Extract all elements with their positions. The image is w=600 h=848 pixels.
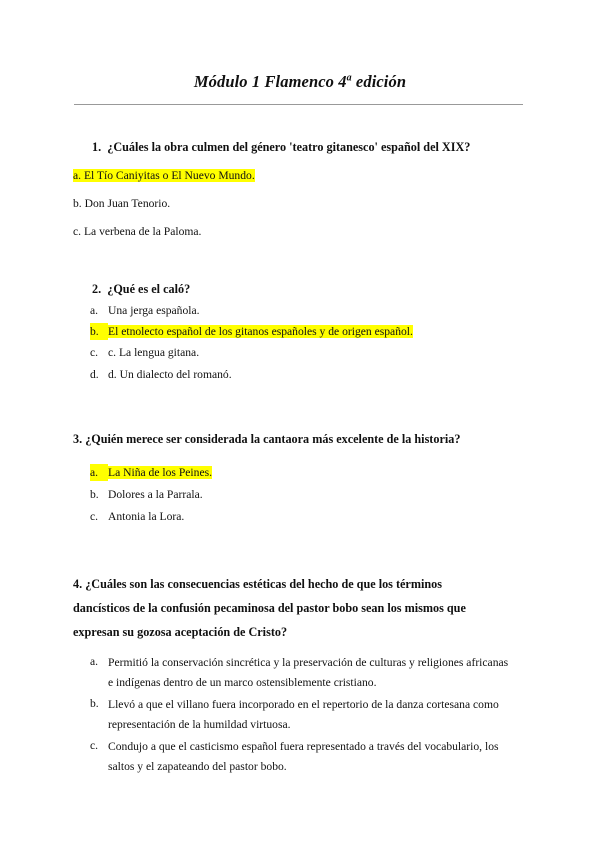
q1-option-b: b. Don Juan Tenorio. <box>73 197 171 210</box>
option-text: d. Un dialecto del romanó. <box>108 368 232 381</box>
q3-option-b <box>90 486 203 503</box>
question-line: dancísticos de la confusión pecaminosa del pastor bobo sean los mismos que <box>73 601 466 615</box>
answer-highlight: a. El Tío Caniyitas o El Nuevo Mundo. <box>73 169 255 182</box>
option-marker: d. <box>90 368 99 381</box>
option-line: Condujo a que el casticismo español fuera representado a través del vocabulario, los <box>108 740 499 753</box>
title-text: Módulo 1 Flamenco 4 <box>193 72 347 91</box>
title-superscript: a <box>346 72 352 84</box>
option-marker: b. <box>90 697 99 710</box>
q3-option-a <box>90 464 212 481</box>
answer-highlight: La Niña de los Peines. <box>108 466 212 479</box>
q2-option-a <box>90 302 200 319</box>
q1-option-c: c. La verbena de la Paloma. <box>73 225 202 238</box>
q4-option-c <box>90 737 538 777</box>
option-line: e indígenas dentro de un marco ostensiblemente cristiano. <box>108 676 377 689</box>
question-1 <box>92 136 470 158</box>
q4-option-a <box>90 653 538 693</box>
option-text <box>108 737 538 777</box>
question-line: 4. ¿Cuáles son las consecuencias estéticas del hecho de que los términos <box>73 577 442 591</box>
question-number: 2. <box>92 282 102 296</box>
question-3: 3. ¿Quién merece ser considerada la cantaora más excelente de la historia? <box>73 432 461 446</box>
question-number: 1. <box>92 140 102 154</box>
option-line: Llevó a que el villano fuera incorporado en el repertorio de la danza cortesana como <box>108 698 499 711</box>
question-4 <box>73 572 466 644</box>
option-line: representación de la humildad virtuosa. <box>108 718 291 731</box>
option-marker: a. <box>90 655 99 668</box>
option-marker: b. <box>90 323 108 340</box>
question-text: ¿Cuáles la obra culmen del género 'teatro gitanesco' español del XIX? <box>107 140 471 154</box>
option-marker: c. <box>90 739 99 752</box>
option-marker: c. <box>90 510 99 523</box>
question-text: ¿Qué es el caló? <box>107 282 191 296</box>
q2-option-d <box>90 366 232 383</box>
option-text: Una jerga española. <box>108 304 200 317</box>
option-text: c. La lengua gitana. <box>108 346 200 359</box>
q2-option-b <box>90 323 413 340</box>
q4-option-b <box>90 695 538 735</box>
q1-option-a <box>73 167 255 184</box>
question-line: expresan su gozosa aceptación de Cristo? <box>73 625 288 639</box>
option-line: Permitió la conservación sincrética y la preservación de culturas y religiones africanas <box>108 656 509 669</box>
page-title <box>0 72 600 92</box>
option-marker: a. <box>90 464 108 481</box>
title-divider <box>74 104 523 105</box>
q2-option-c <box>90 344 199 361</box>
option-text: Antonia la Lora. <box>108 510 185 523</box>
option-text <box>108 653 538 693</box>
answer-highlight: El etnolecto español de los gitanos españoles y de origen español. <box>108 325 413 338</box>
option-marker: c. <box>90 346 99 359</box>
option-marker: a. <box>90 304 99 317</box>
option-text <box>108 695 538 735</box>
question-2 <box>92 278 190 300</box>
option-text: Dolores a la Parrala. <box>108 488 203 501</box>
q3-option-c <box>90 508 184 525</box>
option-marker: b. <box>90 488 99 501</box>
title-suffix: edición <box>351 72 407 91</box>
option-line: saltos y el zapateando del pastor bobo. <box>108 760 287 773</box>
